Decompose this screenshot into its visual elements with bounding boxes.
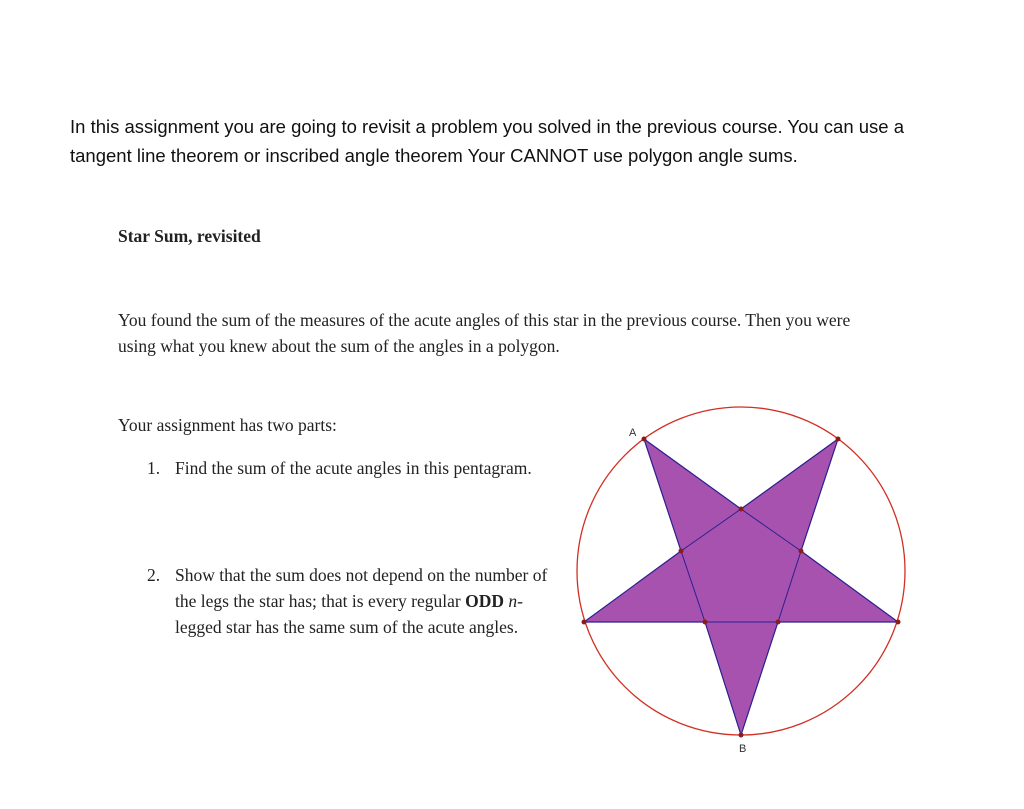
- pentagram: [584, 439, 898, 735]
- part-1-number: 1.: [147, 458, 161, 478]
- assignment-intro: In this assignment you are going to revisit a problem you solved in the previous course. You can use a tangent line theorem or inscribed angle theorem Your CANNOT use polygon angle sums.: [70, 116, 905, 166]
- odd-emphasis: ODD: [465, 591, 504, 611]
- part-2-number: 2.: [147, 565, 161, 585]
- n-variable: n: [508, 591, 518, 611]
- point-label-a: A: [629, 427, 637, 439]
- problem-description: You found the sum of the measures of the acute angles of this star in the previous course. Then you were using what you knew about the sum of the angles in a polygon.: [118, 310, 851, 356]
- part-1-text: Find the sum of the acute angles in this pentagram.: [175, 458, 532, 478]
- problem-title: Star Sum, revisited: [118, 226, 261, 246]
- part-2-text-start: Show that the sum does not depend on the number of the legs the star has; that is every regular: [175, 565, 548, 611]
- parts-label: Your assignment has two parts:: [118, 415, 337, 435]
- part-2-text-end: -legged star has the same sum of the acute angles.: [175, 591, 523, 637]
- point-label-b: B: [739, 743, 747, 755]
